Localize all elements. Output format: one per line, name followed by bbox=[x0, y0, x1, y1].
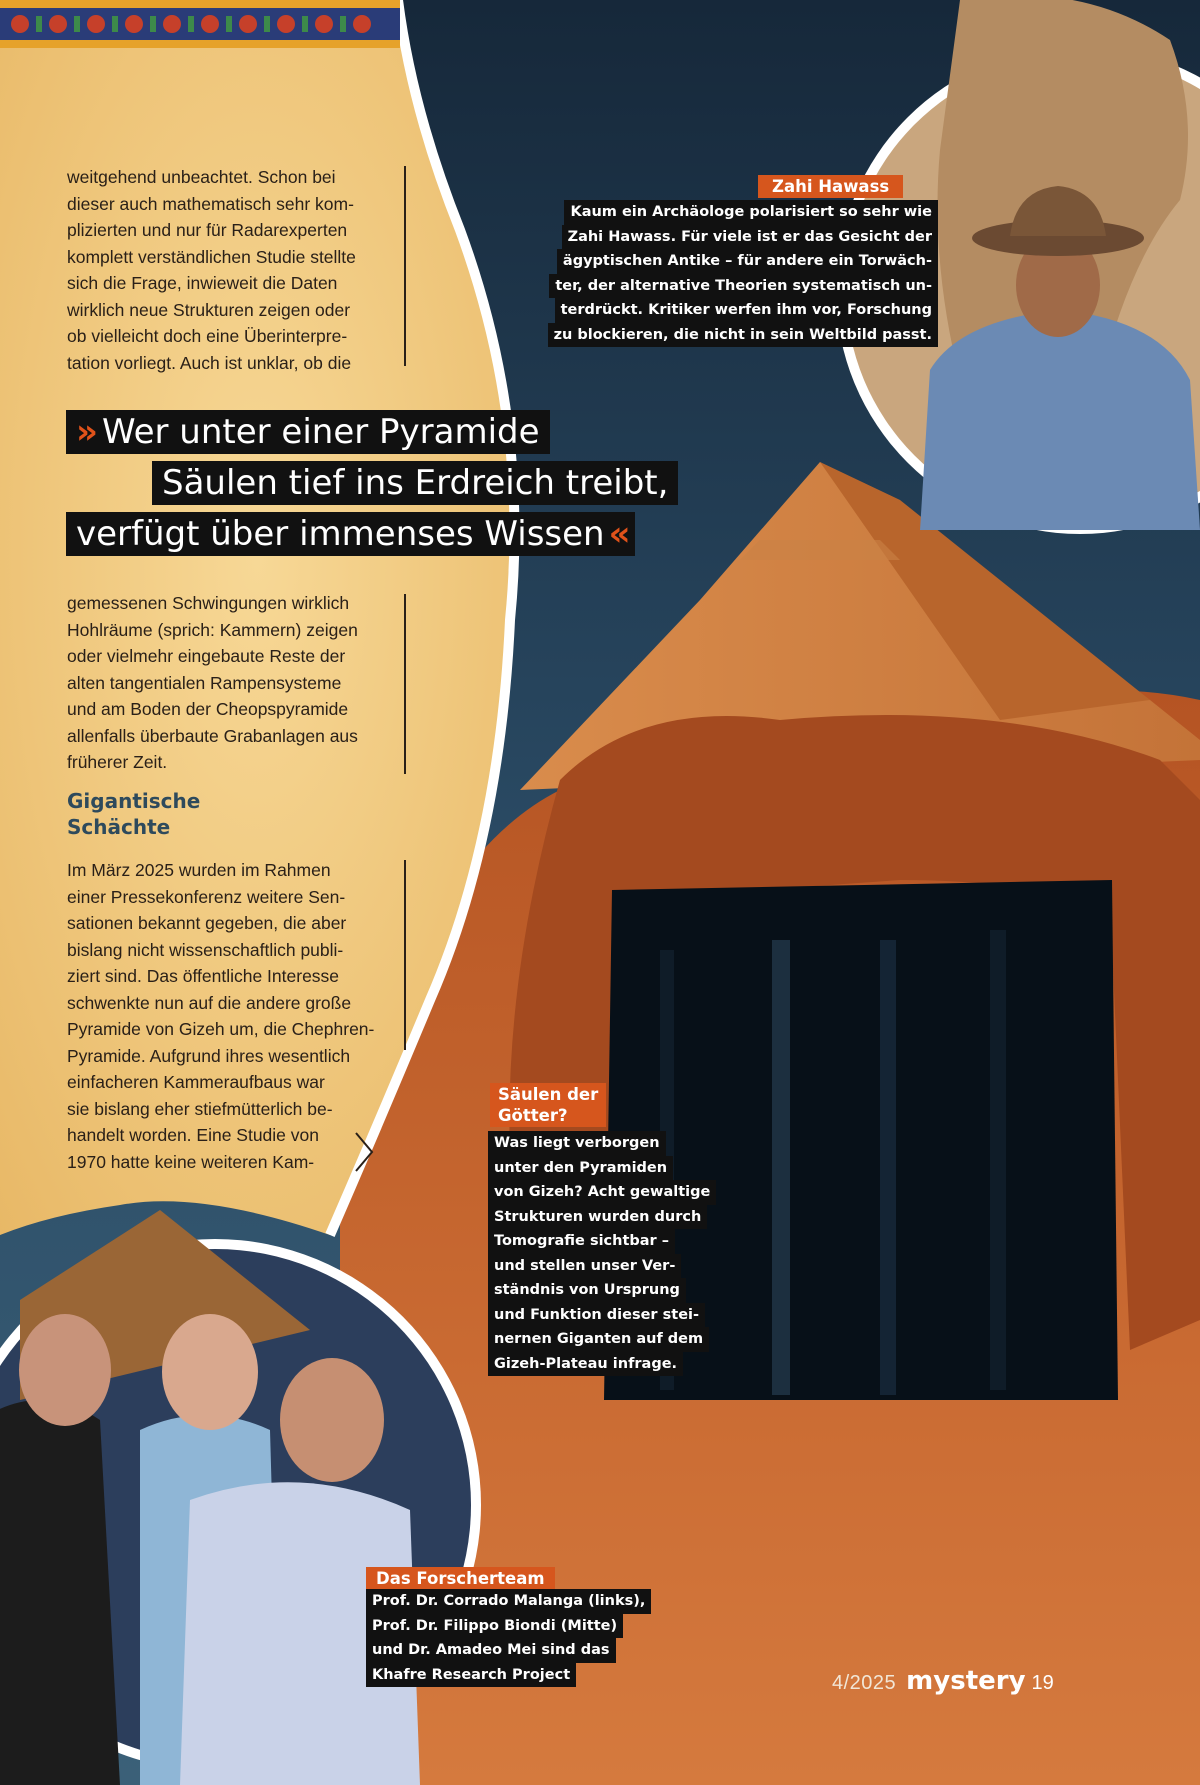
column-rule bbox=[404, 166, 406, 366]
body-text-column-3: Im März 2025 wurden im Rahmen einer Pressekonferenz weitere Sen- sationen bekannt gegeben, die aber bislang nicht wissenschaftlich publi- ziert sind. Das öffentliche Interesse schwenkte nun auf die andere große Pyramide von Gizeh um, die Chephren- Pyramide. Aufgrund ihres wesentlich einfacheren Kammeraufbaus war sie bislang eher stiefmütterlich be- handelt worden. Eine Studie von 1970 hatte keine weiteren Kam- bbox=[67, 860, 375, 1172]
body-text-column-1: weitgehend unbeachtet. Schon bei dieser auch mathematisch sehr kom- plizierten und nur für Radarexperten komplett verständlichen Studie stellte sich die Frage, inwieweit die Daten wirklich neue Strukturen zeigen oder ob vielleicht doch eine Überinterpre- tation vorliegt. Auch ist unklar, ob die bbox=[67, 167, 356, 373]
researcher-left-jacket bbox=[0, 1400, 120, 1785]
quote-open-mark: » bbox=[76, 412, 92, 452]
border-stripe bbox=[0, 40, 400, 48]
researcher-left-face bbox=[19, 1314, 111, 1426]
subheading: Gigantische Schächte bbox=[67, 789, 201, 839]
issue-number: 4/2025 bbox=[832, 1672, 897, 1694]
magazine-name: mystery bbox=[906, 1666, 1026, 1696]
caption-title-hawass: Zahi Hawass bbox=[758, 175, 903, 198]
column-rule bbox=[404, 594, 406, 774]
quote-close-mark: « bbox=[608, 514, 625, 554]
caption-title-saeulen: Säulen der Götter? bbox=[490, 1083, 606, 1127]
border-stripe bbox=[0, 0, 400, 8]
pillar bbox=[772, 940, 790, 1395]
caption-saeulen: Was liegt verborgen unter den Pyramiden von Gizeh? Acht gewaltige Strukturen wurden durch Tomografie sichtbar – und stellen unser Ver- ständnis von Ursprung und Funktion dieser stei- nernen Giganten auf dem Gizeh-Plateau infrage. bbox=[488, 1131, 716, 1376]
caption-hawass: Kaum ein Archäologe polarisiert so sehr wie Zahi Hawass. Für viele ist er das Gesicht der ägyptischen Antike – für andere ein Torwäch- ter, der alternative Theorien systematisch un- terdrückt. Kritiker werfen ihm vor, Forschung zu blockieren, die nicht in sein Weltbild passt. bbox=[548, 200, 938, 347]
pull-quote-line-1: » Wer unter einer Pyramide bbox=[66, 410, 550, 454]
page-number: 19 bbox=[1031, 1672, 1054, 1694]
column-rule bbox=[404, 860, 406, 1050]
researcher-middle-face bbox=[162, 1314, 258, 1430]
hawass-shirt bbox=[920, 310, 1200, 530]
pull-quote-line-2: Säulen tief ins Erdreich treibt, bbox=[152, 461, 678, 505]
pillar bbox=[990, 930, 1006, 1390]
body-text-column-2: gemessenen Schwingungen wirklich Hohlräume (sprich: Kammern) zeigen oder vielmehr eingebaute Reste der alten tangentialen Rampensysteme und am Boden der Cheopspyramide allenfalls überbaute Grabanlagen aus früherer Zeit. bbox=[67, 593, 358, 772]
chevron-right-icon bbox=[353, 1130, 375, 1174]
pull-quote-line-3: verfügt über immenses Wissen « bbox=[66, 512, 635, 556]
caption-title-team: Das Forscherteam bbox=[366, 1567, 555, 1590]
pillar bbox=[880, 940, 896, 1395]
folio bbox=[832, 1666, 1054, 1696]
researcher-right-face bbox=[280, 1358, 384, 1482]
pyramid-casing bbox=[740, 540, 900, 560]
caption-team: Prof. Dr. Corrado Malanga (links), Prof. Dr. Filippo Biondi (Mitte) und Dr. Amadeo Mei sind das Khafre Research Project bbox=[366, 1589, 651, 1687]
